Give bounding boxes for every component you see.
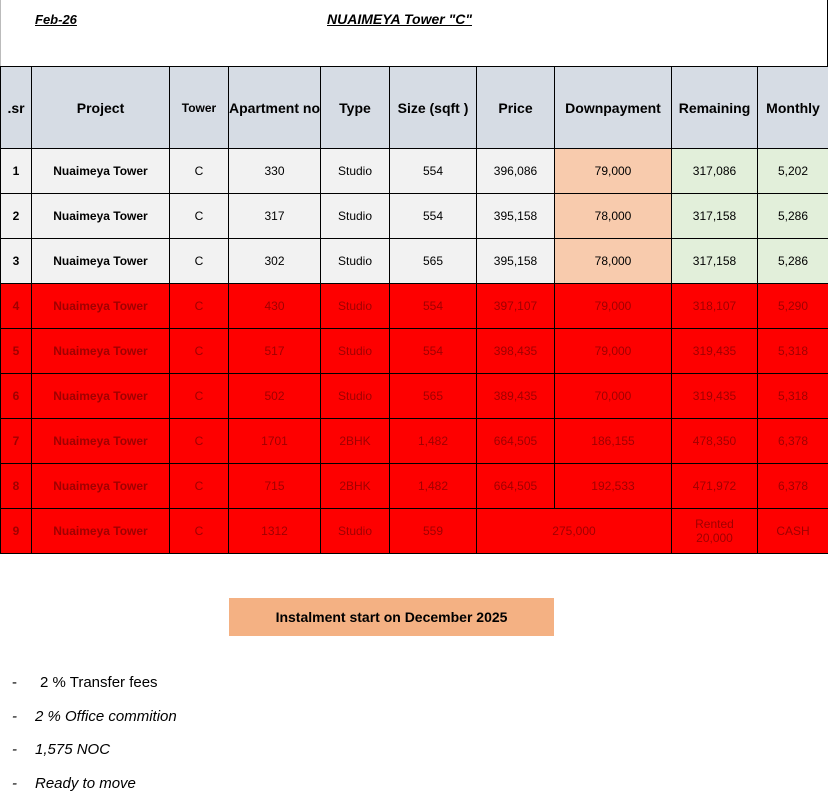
cell-project: Nuaimeya Tower <box>32 419 170 464</box>
note-item <box>12 775 136 792</box>
cell-down: 186,155 <box>555 419 672 464</box>
col-tower: Tower <box>170 67 229 149</box>
cell-down: 78,000 <box>555 239 672 284</box>
cell-project: Nuaimeya Tower <box>32 374 170 419</box>
note-dash: - <box>12 674 17 691</box>
cell-size: 559 <box>390 509 477 554</box>
col-sr: .sr <box>1 67 32 149</box>
units-table <box>0 66 828 554</box>
cell-tower: C <box>170 284 229 329</box>
cell-monthly: 5,286 <box>758 239 828 284</box>
cell-monthly: 5,286 <box>758 194 828 239</box>
cell-down: 70,000 <box>555 374 672 419</box>
cell-remaining: 317,158 <box>672 194 758 239</box>
cell-price: 389,435 <box>477 374 555 419</box>
cell-size: 554 <box>390 284 477 329</box>
cell-type: Studio <box>321 194 390 239</box>
cell-sr: 9 <box>1 509 32 554</box>
cell-price: 664,505 <box>477 464 555 509</box>
col-remaining: Remaining <box>672 67 758 149</box>
cell-remaining: 319,435 <box>672 329 758 374</box>
table-row <box>1 149 828 194</box>
cell-apt: 317 <box>229 194 321 239</box>
instalment-banner: Instalment start on December 2025 <box>229 598 554 636</box>
cell-type: Studio <box>321 509 390 554</box>
cell-size: 565 <box>390 374 477 419</box>
cell-tower: C <box>170 149 229 194</box>
sheet-title: NUAIMEYA Tower "C" <box>327 11 472 27</box>
cell-down: 79,000 <box>555 329 672 374</box>
cell-remaining: 317,158 <box>672 239 758 284</box>
cell-apt: 1312 <box>229 509 321 554</box>
cell-sr: 1 <box>1 149 32 194</box>
cell-tower: C <box>170 419 229 464</box>
cell-project: Nuaimeya Tower <box>32 464 170 509</box>
cell-project: Nuaimeya Tower <box>32 149 170 194</box>
col-price: Price <box>477 67 555 149</box>
cell-size: 1,482 <box>390 464 477 509</box>
col-project: Project <box>32 67 170 149</box>
cell-price: 398,435 <box>477 329 555 374</box>
cell-remaining: 478,350 <box>672 419 758 464</box>
cell-monthly: 5,318 <box>758 374 828 419</box>
cell-project: Nuaimeya Tower <box>32 284 170 329</box>
cell-remaining: 318,107 <box>672 284 758 329</box>
cell-sr: 7 <box>1 419 32 464</box>
cell-type: Studio <box>321 374 390 419</box>
cell-sr: 6 <box>1 374 32 419</box>
header-row <box>1 67 828 149</box>
cell-tower: C <box>170 464 229 509</box>
cell-down: 79,000 <box>555 284 672 329</box>
cell-price: 395,158 <box>477 239 555 284</box>
sheet-header <box>0 0 828 66</box>
note-item <box>12 674 158 691</box>
note-item <box>12 708 177 725</box>
cell-project: Nuaimeya Tower <box>32 194 170 239</box>
remaining-line2: 20,000 <box>696 531 733 545</box>
note-text: 2 % Transfer fees <box>40 674 158 691</box>
note-text: Ready to move <box>35 774 136 792</box>
cell-tower: C <box>170 239 229 284</box>
cell-sr: 5 <box>1 329 32 374</box>
cell-monthly: CASH <box>758 509 828 554</box>
cell-apt: 502 <box>229 374 321 419</box>
cell-monthly: 6,378 <box>758 464 828 509</box>
cell-price: 397,107 <box>477 284 555 329</box>
cell-project: Nuaimeya Tower <box>32 239 170 284</box>
date-label: Feb-26 <box>35 12 77 27</box>
col-downpayment: Downpayment <box>555 67 672 149</box>
cell-price: 275,000 <box>477 509 672 554</box>
remaining-line1: Rented <box>695 517 734 531</box>
cell-type: Studio <box>321 149 390 194</box>
cell-monthly: 5,202 <box>758 149 828 194</box>
cell-price: 396,086 <box>477 149 555 194</box>
cell-project: Nuaimeya Tower <box>32 509 170 554</box>
cell-project: Nuaimeya Tower <box>32 329 170 374</box>
cell-tower: C <box>170 509 229 554</box>
cell-apt: 330 <box>229 149 321 194</box>
note-text: 2 % Office commition <box>35 707 177 725</box>
cell-apt: 1701 <box>229 419 321 464</box>
note-dash: - <box>12 707 17 725</box>
table-row <box>1 284 828 329</box>
col-apartment: Apartment no <box>229 67 321 149</box>
note-item <box>12 741 110 758</box>
note-dash: - <box>12 741 17 758</box>
col-size: Size (sqft ) <box>390 67 477 149</box>
cell-size: 1,482 <box>390 419 477 464</box>
cell-type: 2BHK <box>321 419 390 464</box>
cell-sr: 8 <box>1 464 32 509</box>
table-row <box>1 329 828 374</box>
cell-tower: C <box>170 329 229 374</box>
table-row <box>1 374 828 419</box>
cell-down: 79,000 <box>555 149 672 194</box>
cell-size: 554 <box>390 194 477 239</box>
cell-sr: 4 <box>1 284 32 329</box>
table-row <box>1 464 828 509</box>
cell-type: Studio <box>321 329 390 374</box>
note-text: 1,575 NOC <box>35 741 111 758</box>
cell-monthly: 6,378 <box>758 419 828 464</box>
cell-type: Studio <box>321 284 390 329</box>
cell-price: 395,158 <box>477 194 555 239</box>
cell-remaining: 471,972 <box>672 464 758 509</box>
table-row <box>1 419 828 464</box>
table-row <box>1 239 828 284</box>
col-type: Type <box>321 67 390 149</box>
cell-monthly: 5,318 <box>758 329 828 374</box>
table-row <box>1 509 828 554</box>
cell-apt: 715 <box>229 464 321 509</box>
cell-price: 664,505 <box>477 419 555 464</box>
cell-type: 2BHK <box>321 464 390 509</box>
cell-size: 554 <box>390 149 477 194</box>
cell-type: Studio <box>321 239 390 284</box>
cell-monthly: 5,290 <box>758 284 828 329</box>
cell-remaining: 317,086 <box>672 149 758 194</box>
cell-down: 78,000 <box>555 194 672 239</box>
cell-size: 554 <box>390 329 477 374</box>
cell-apt: 430 <box>229 284 321 329</box>
cell-tower: C <box>170 374 229 419</box>
cell-sr: 2 <box>1 194 32 239</box>
cell-apt: 302 <box>229 239 321 284</box>
cell-down: 192,533 <box>555 464 672 509</box>
cell-apt: 517 <box>229 329 321 374</box>
cell-sr: 3 <box>1 239 32 284</box>
table-row <box>1 194 828 239</box>
note-dash: - <box>12 774 17 792</box>
cell-tower: C <box>170 194 229 239</box>
cell-remaining <box>672 509 758 554</box>
cell-remaining: 319,435 <box>672 374 758 419</box>
col-monthly: Monthly <box>758 67 828 149</box>
cell-size: 565 <box>390 239 477 284</box>
